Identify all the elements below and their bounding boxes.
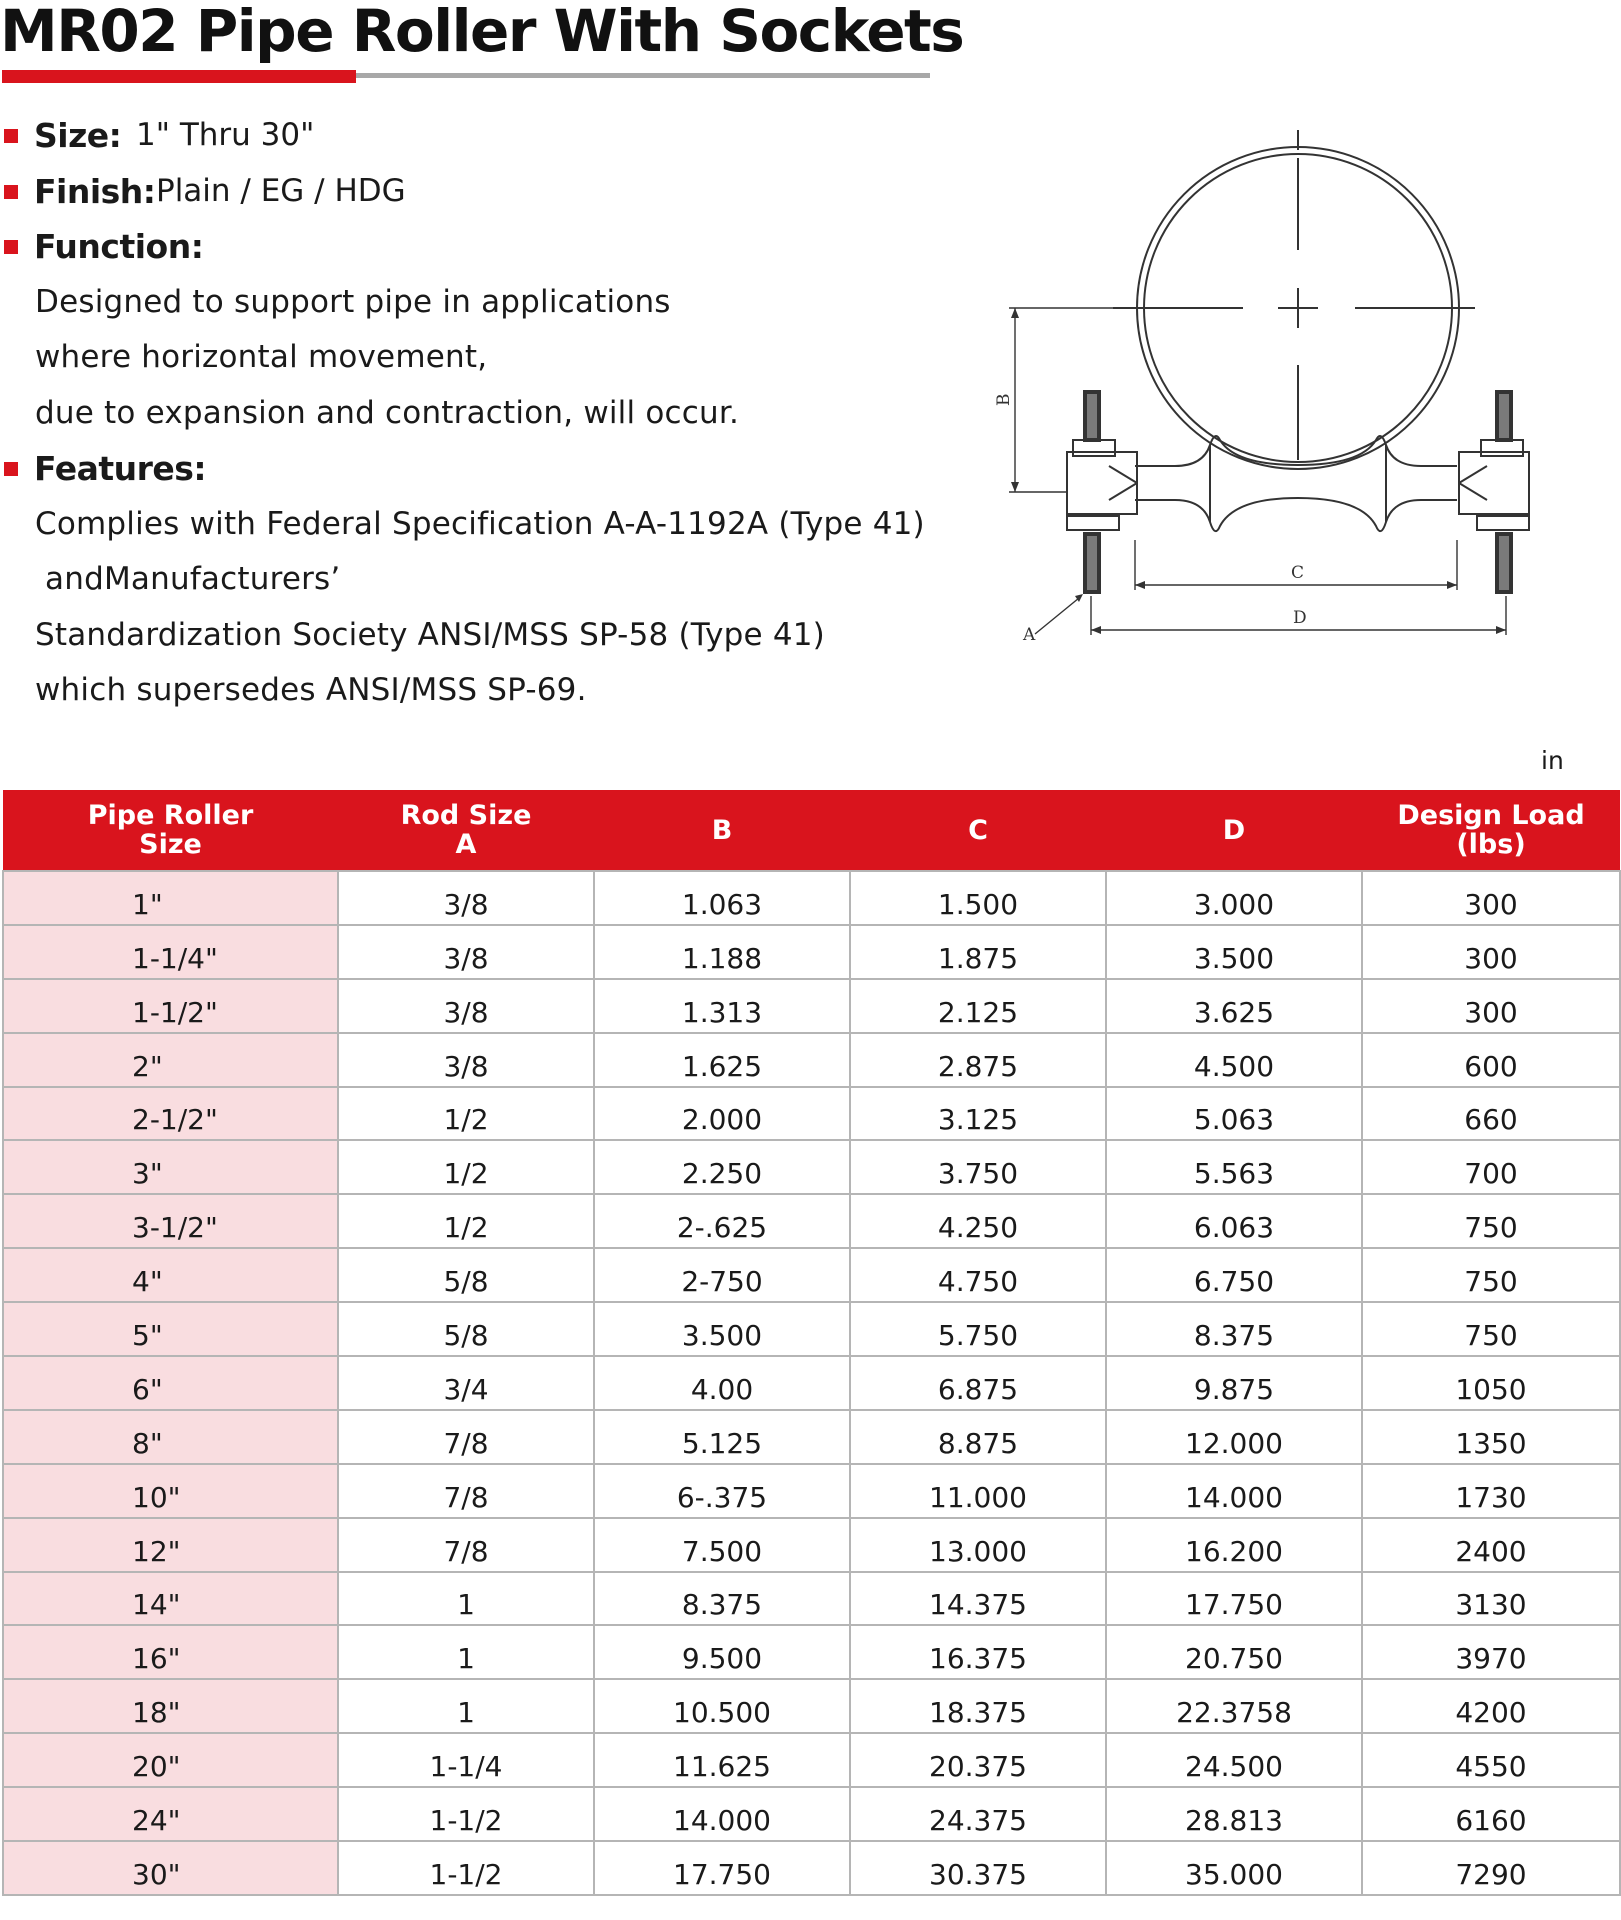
cell-c: 14.375 [850,1572,1106,1626]
cell-b: 1.063 [594,871,850,925]
cell-c: 2.125 [850,979,1106,1033]
cell-design-load: 3970 [1362,1625,1620,1679]
table-row [3,871,1620,925]
spec-size [0,108,1000,164]
cell-rod-size: 1 [338,1625,594,1679]
cell-d: 3.500 [1106,925,1362,979]
cell-design-load: 6160 [1362,1787,1620,1841]
cell-c: 24.375 [850,1787,1106,1841]
cell-rod-size: 1-1/2 [338,1787,594,1841]
cell-c: 11.000 [850,1464,1106,1518]
features-text-line: Standardization Society ANSI/MSS SP-58 (Type 41) [35,616,825,653]
cell-pipe-size: 1-1/2" [3,979,338,1033]
cell-c: 3.750 [850,1140,1106,1194]
unit-label: in [1541,746,1564,775]
size-label: Size: [34,116,122,155]
cell-pipe-size: 8" [3,1410,338,1464]
cell-design-load: 660 [1362,1087,1620,1141]
cell-d: 9.875 [1106,1356,1362,1410]
cell-d: 3.625 [1106,979,1362,1033]
cell-pipe-size: 24" [3,1787,338,1841]
cell-pipe-size: 1-1/4" [3,925,338,979]
finish-label: Finish: [34,171,156,211]
cell-rod-size: 1 [338,1679,594,1733]
table-row [3,1248,1620,1302]
cell-rod-size: 7/8 [338,1518,594,1572]
cell-c: 13.000 [850,1518,1106,1572]
size-value: 1" Thru 30" [136,117,315,153]
function-text-line: where horizontal movement, [35,339,488,375]
cell-rod-size: 5/8 [338,1302,594,1356]
cell-b: 3.500 [594,1302,850,1356]
cell-c: 4.750 [850,1248,1106,1302]
cell-rod-size: 1/2 [338,1140,594,1194]
features-text-line: Complies with Federal Specification A-A-1192A (Type 41) [35,505,925,542]
cell-pipe-size: 16" [3,1625,338,1679]
spec-finish [0,164,1000,220]
cell-pipe-size: 2-1/2" [3,1087,338,1141]
cell-c: 1.500 [850,871,1106,925]
function-label: Function: [34,227,204,266]
cell-c: 8.875 [850,1410,1106,1464]
cell-pipe-size: 3-1/2" [3,1194,338,1248]
header-pipe-roller-size: Pipe Roller Size [3,790,338,871]
cell-rod-size: 1-1/2 [338,1841,594,1895]
cell-pipe-size: 1" [3,871,338,925]
cell-b: 11.625 [594,1733,850,1787]
cell-b: 8.375 [594,1572,850,1626]
finish-value: Plain / EG / HDG [156,172,406,209]
table-row [3,979,1620,1033]
cell-b: 17.750 [594,1841,850,1895]
table-row [3,1625,1620,1679]
cell-pipe-size: 6" [3,1356,338,1410]
table-row [3,1518,1620,1572]
table-row [3,1140,1620,1194]
bullet-square-icon [4,240,18,254]
cell-b: 14.000 [594,1787,850,1841]
dimensions-table [2,790,1621,1896]
cell-design-load: 7290 [1362,1841,1620,1895]
features-text-line: which supersedes ANSI/MSS SP-69. [35,672,587,708]
cell-pipe-size: 30" [3,1841,338,1895]
table-row [3,1194,1620,1248]
cell-rod-size: 3/8 [338,925,594,979]
cell-d: 24.500 [1106,1733,1362,1787]
cell-d: 5.063 [1106,1087,1362,1141]
table-row [3,1787,1620,1841]
cell-c: 5.750 [850,1302,1106,1356]
cell-rod-size: 7/8 [338,1464,594,1518]
cell-d: 8.375 [1106,1302,1362,1356]
cell-b: 1.313 [594,979,850,1033]
dimension-c-label: C [1291,563,1305,583]
features-label: Features: [34,449,207,488]
cell-rod-size: 3/8 [338,1033,594,1087]
cell-design-load: 750 [1362,1194,1620,1248]
spec-features [0,441,1000,497]
cell-pipe-size: 2" [3,1033,338,1087]
dimension-b-label: B [994,393,1014,406]
cell-b: 2.000 [594,1087,850,1141]
cell-d: 4.500 [1106,1033,1362,1087]
cell-pipe-size: 20" [3,1733,338,1787]
pipe-roller-diagram [994,120,1525,660]
table-row [3,1033,1620,1087]
cell-d: 12.000 [1106,1410,1362,1464]
dimension-a-label: A [1023,625,1036,645]
cell-b: 1.188 [594,925,850,979]
cell-b: 10.500 [594,1679,850,1733]
cell-c: 30.375 [850,1841,1106,1895]
cell-d: 6.750 [1106,1248,1362,1302]
header-rod-size: Rod Size A [338,790,594,871]
cell-pipe-size: 12" [3,1518,338,1572]
cell-c: 1.875 [850,925,1106,979]
cell-rod-size: 1/2 [338,1087,594,1141]
table-row [3,1087,1620,1141]
cell-rod-size: 7/8 [338,1410,594,1464]
cell-b: 2-.625 [594,1194,850,1248]
cell-rod-size: 1-1/4 [338,1733,594,1787]
header-b: B [594,790,850,871]
cell-d: 5.563 [1106,1140,1362,1194]
header-d: D [1106,790,1362,871]
cell-d: 22.3758 [1106,1679,1362,1733]
cell-d: 6.063 [1106,1194,1362,1248]
cell-rod-size: 3/8 [338,871,594,925]
table-row [3,1302,1620,1356]
cell-design-load: 600 [1362,1033,1620,1087]
cell-design-load: 300 [1362,871,1620,925]
cell-rod-size: 3/4 [338,1356,594,1410]
title-underline-red [2,70,356,83]
cell-d: 14.000 [1106,1464,1362,1518]
cell-pipe-size: 4" [3,1248,338,1302]
cell-b: 7.500 [594,1518,850,1572]
cell-d: 16.200 [1106,1518,1362,1572]
cell-design-load: 1350 [1362,1410,1620,1464]
cell-b: 2.250 [594,1140,850,1194]
cell-design-load: 300 [1362,979,1620,1033]
cell-d: 20.750 [1106,1625,1362,1679]
cell-design-load: 1050 [1362,1356,1620,1410]
cell-b: 5.125 [594,1410,850,1464]
spec-list [0,108,1000,719]
cell-c: 6.875 [850,1356,1106,1410]
cell-design-load: 1730 [1362,1464,1620,1518]
cell-c: 3.125 [850,1087,1106,1141]
function-text-line: Designed to support pipe in applications [35,283,671,320]
spec-function [0,219,1000,275]
cell-c: 2.875 [850,1033,1106,1087]
cell-pipe-size: 3" [3,1140,338,1194]
page-title: MR02 Pipe Roller With Sockets [0,0,964,65]
cell-rod-size: 3/8 [338,979,594,1033]
table-row [3,1679,1620,1733]
cell-design-load: 3130 [1362,1572,1620,1626]
table-row [3,1464,1620,1518]
table-header-row [3,790,1620,871]
function-text-line: due to expansion and contraction, will occur. [35,394,740,431]
cell-d: 28.813 [1106,1787,1362,1841]
cell-design-load: 4550 [1362,1733,1620,1787]
header-design-load: Design Load (lbs) [1362,790,1620,871]
bullet-square-icon [4,462,18,476]
cell-design-load: 750 [1362,1248,1620,1302]
cell-rod-size: 1/2 [338,1194,594,1248]
dimension-d-label: D [1293,608,1307,628]
features-text-line: andManufacturers’ [35,561,341,597]
cell-b: 6-.375 [594,1464,850,1518]
cell-rod-size: 1 [338,1572,594,1626]
table-row [3,1841,1620,1895]
cell-d: 35.000 [1106,1841,1362,1895]
table-row [3,1410,1620,1464]
cell-pipe-size: 5" [3,1302,338,1356]
table-row [3,925,1620,979]
cell-pipe-size: 14" [3,1572,338,1626]
cell-b: 2-750 [594,1248,850,1302]
cell-b: 9.500 [594,1625,850,1679]
cell-design-load: 750 [1362,1302,1620,1356]
table-row [3,1572,1620,1626]
cell-pipe-size: 18" [3,1679,338,1733]
cell-c: 20.375 [850,1733,1106,1787]
cell-c: 18.375 [850,1679,1106,1733]
cell-c: 16.375 [850,1625,1106,1679]
cell-b: 1.625 [594,1033,850,1087]
cell-b: 4.00 [594,1356,850,1410]
cell-design-load: 2400 [1362,1518,1620,1572]
cell-d: 3.000 [1106,871,1362,925]
title-underline-grey [356,73,930,78]
cell-design-load: 700 [1362,1140,1620,1194]
table-row [3,1733,1620,1787]
cell-design-load: 300 [1362,925,1620,979]
bullet-square-icon [4,185,18,199]
table-row [3,1356,1620,1410]
bullet-square-icon [4,129,18,143]
cell-design-load: 4200 [1362,1679,1620,1733]
header-c: C [850,790,1106,871]
cell-pipe-size: 10" [3,1464,338,1518]
cell-c: 4.250 [850,1194,1106,1248]
cell-d: 17.750 [1106,1572,1362,1626]
cell-rod-size: 5/8 [338,1248,594,1302]
